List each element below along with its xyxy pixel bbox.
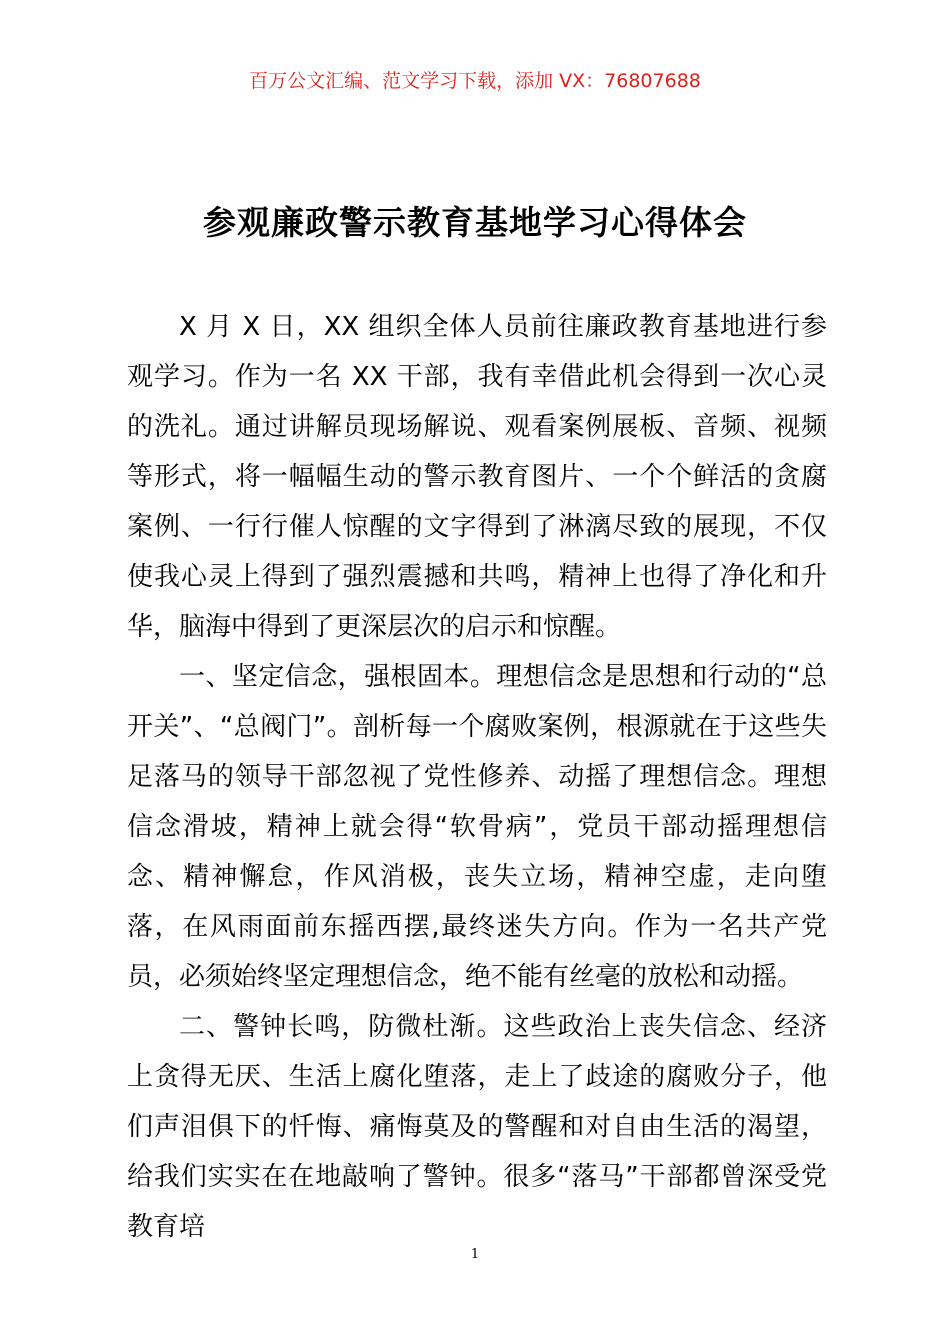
- document-body: [127, 302, 827, 1252]
- paragraph-intro: X 月 X 日，XX 组织全体人员前往廉政教育基地进行参观学习。作为一名 XX 干部，我有幸借此机会得到一次心灵的洗礼。通过讲解员现场解说、观看案例展板、音频、视频等形式，将一幅幅生动的警示教育图片、一个个鲜活的贪腐案例、一行行催人惊醒的文字得到了淋漓尽致的展现，不仅使我心灵上得到了强烈震撼和共鸣，精神上也得了净化和升华，脑海中得到了更深层次的启示和惊醒。: [127, 312, 827, 642]
- paragraph-section-2: 二、警钟长鸣，防微杜渐。这些政治上丧失信念、经济上贪得无厌、生活上腐化堕落，走上了歧途的腐败分子，他们声泪俱下的忏悔、痛悔莫及的警醒和对自由生活的渴望，给我们实实在在地敲响了警钟。很多“落马”干部都曾深受党教育培: [127, 1012, 827, 1242]
- document-title: 参观廉政警示教育基地学习心得体会: [203, 203, 747, 242]
- paragraph-section-1: 一、坚定信念，强根固本。理想信念是思想和行动的“总开关”、“总阀门”。剖析每一个腐败案例，根源就在于这些失足落马的领导干部忽视了党性修养、动摇了理想信念。理想信念滑坡，精神上就会得“软骨病”，党员干部动摇理想信念、精神懈怠，作风消极，丧失立场，精神空虚，走向堕落，在风雨面前东摇西摆,最终迷失方向。作为一名共产党员，必须始终坚定理想信念，绝不能有丝毫的放松和动摇。: [127, 662, 827, 992]
- page-number: 1: [470, 1247, 480, 1262]
- header-download-note: 百万公文汇编、范文学习下载，添加 VX：76807688: [249, 70, 701, 92]
